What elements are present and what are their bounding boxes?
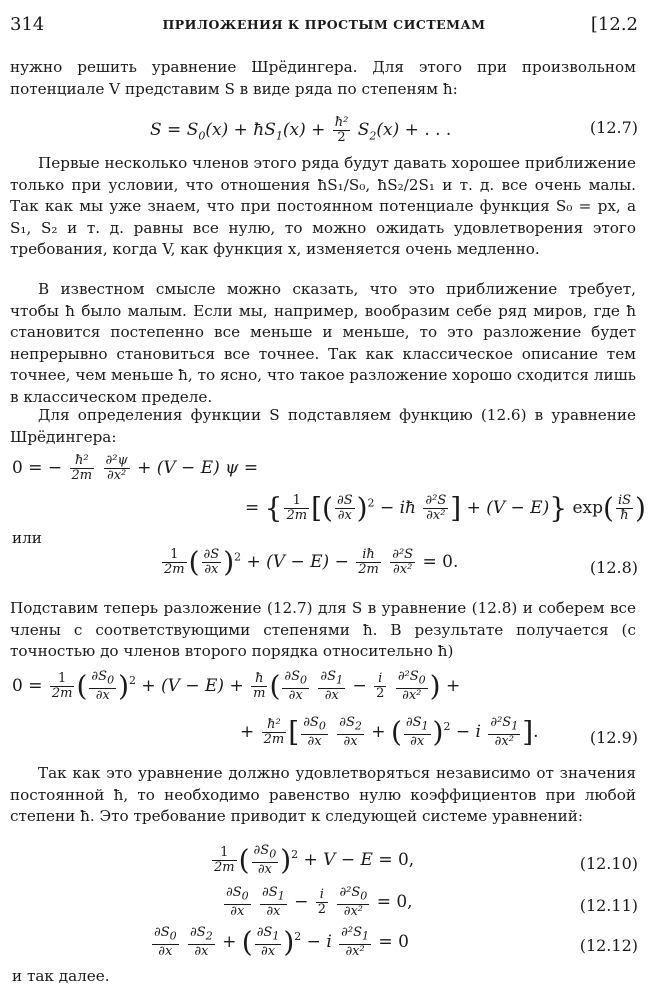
equation-12-10	[0, 842, 650, 884]
equation-number-12-9: (12.9)	[589, 728, 638, 747]
equation-number-12-7: (12.7)	[589, 118, 638, 137]
equation-number-12-10: (12.10)	[579, 854, 638, 873]
paragraph-6: Так как это уравнение должно удовлетворяться независимо от значения постоянной ħ, то необходимо равенство нулю коэффициентов при любой степени ħ. Это требование приводит к следующей системе уравнений:	[10, 764, 636, 825]
equation-schrodinger-line-2-body: = { $\frac{1}{2m}$ [( $\frac{\partial S}{\partial x}$ )$^2$ − iħ $\frac{\text{∂²S}}{\text{∂x²}}$ ] + (V − E)} exp( $\frac{iS}{ħ}$ )	[245, 491, 646, 525]
paragraph-1: нужно решить уравнение Шрёдингера. Для этого при произвольном потенциале V представим S в виде ряда по степеням ħ:	[10, 58, 636, 98]
paragraph-4: Для определения функции S подставляем функцию (12.6) в уравнение Шрёдингера:	[10, 406, 636, 446]
paragraph-5: Подставим теперь разложение (12.7) для S в уравнение (12.8) и соберем все члены с соответствующими степенями ħ. В результате получается (с точностью до членов второго порядка относительно ħ)	[10, 599, 636, 660]
page-number: 314	[10, 14, 45, 35]
equation-12-9-line-2-body: + $\frac{\text{ħ²}}{2m}$ [ $\frac{\partial S_0}{\partial x}$ $\frac{\partial S_2}{\partial x}$ + ( $\frac{\partial S_1}{\partial x}$ )$^2$ − i $\frac{\partial^2S_1}{\text{∂x²}}$ ].	[240, 715, 539, 749]
equation-12-12-body: $\frac{\partial S_0}{\partial x}$ $\frac{\partial S_2}{\partial x}$ + ( $\frac{\partial S_1}{\partial x}$ )$^2$ − i $\frac{\partial^2S_1}{\text{∂x²}}$ = 0	[154, 925, 409, 959]
equation-number-12-11: (12.11)	[579, 896, 638, 915]
equation-12-9-line-2	[0, 712, 650, 760]
equation-12-9-line-1-body: 0 = $\frac{1}{2m}$ ( $\frac{\partial S_0}{\partial x}$ )$^2$ + (V − E) + $\frac{ħ}{m}$ ( $\frac{\partial S_0}{\partial x}$ $\frac{\partial S_1}{\partial x}$ − $\frac{i}{2}$ $\frac{\partial^2S_0}{\text{∂x²}}$ ) +	[12, 669, 461, 703]
word-or: или	[12, 529, 42, 547]
equation-12-9-line-1	[0, 666, 650, 710]
equation-12-11-body: $\frac{\partial S_0}{\partial x}$ $\frac{\partial S_1}{\partial x}$ − $\frac{i}{2}$ $\frac{\partial^2S_0}{\text{∂x²}}$ = 0,	[226, 885, 413, 919]
paragraph-3: В известном смысле можно сказать, что это приближение требует, чтобы ħ было малым. Если мы, например, вообразим себе ряд миров, где ħ становится постепенно все меньше и меньше, то это разложение будет непрерывно становиться все точнее. Так как классическое описание тем точнее, чем меньше ħ, то ясно, что такое разложение хорошо сходится лишь в классическом пределе.	[10, 280, 636, 406]
equation-12-10-body: $\frac{1}{2m}$ ( $\frac{\partial S_0}{\partial x}$ )$^2$ + V − E = 0,	[214, 843, 415, 877]
equation-12-7	[0, 110, 650, 144]
equation-schrodinger-line-1-body: 0 = − $\frac{\text{ħ²}}{2m}$ $\frac{\text{∂²ψ}}{\text{∂x²}}$ + (V − E) ψ =	[12, 453, 259, 483]
paragraph-2: Первые несколько членов этого ряда будут давать хорошее приближение только при условии, что отношения ħS₁/S₀, ħS₂/2S₁ и т. д. все очень малы. Так как мы уже знаем, что при постоянном потенциале функция S₀ = px, а S₁, S₂ и т. д. равны все нулю, то можно ожидать удовлетворения этого требования, когда V, как функция x, изменяется очень медленно.	[10, 154, 636, 258]
equation-number-12-12: (12.12)	[579, 936, 638, 955]
equation-12-8	[0, 544, 650, 588]
equation-12-8-body: $\frac{1}{2m}$ ( $\frac{\partial S}{\partial x}$ )$^2$ + (V − E) − $\frac{iħ}{2m}$ $\frac{\text{∂²S}}{\text{∂x²}}$ = 0.	[164, 545, 459, 579]
equation-number-12-8: (12.8)	[589, 558, 638, 577]
equation-12-11	[0, 884, 650, 924]
equation-schrodinger-line-2	[0, 490, 650, 534]
page-header	[10, 14, 638, 40]
equation-12-7-body: $S = S_0(x)$ + $ħS_1(x)$ + $\frac{\text{ħ²}}{2}$ $S_2(x)$ + . . .	[150, 115, 452, 145]
running-title: ПРИЛОЖЕНИЯ К ПРОСТЫМ СИСТЕМАМ	[162, 17, 486, 32]
equation-schrodinger-line-1	[0, 450, 650, 490]
word-and-so-on: и так далее.	[12, 967, 110, 985]
section-marker: [12.2	[590, 14, 638, 35]
equation-12-12	[0, 924, 650, 966]
